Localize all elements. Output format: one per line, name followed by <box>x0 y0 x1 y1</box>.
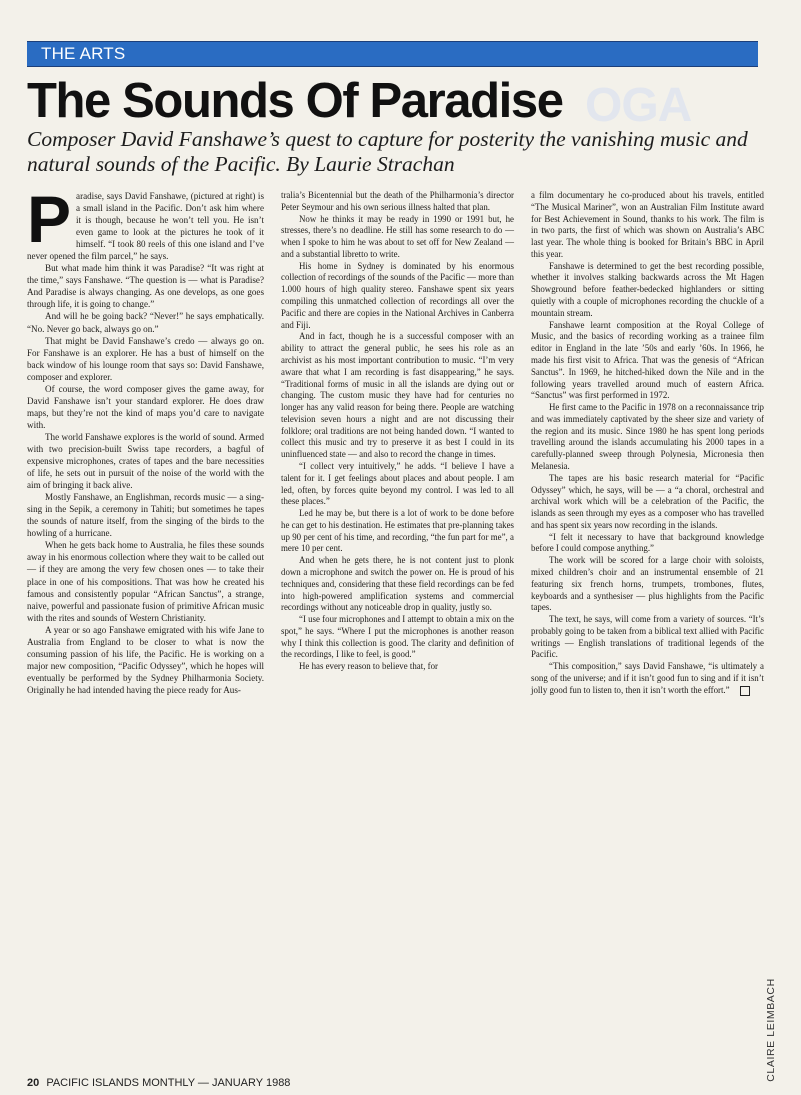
article-dek: Composer David Fanshawe’s quest to capture for posterity the vanishing music and natural sounds of the Pacific. By Laurie Strachan <box>27 127 748 176</box>
article-paragraph: And will he be going back? “Never!” he says emphatically. “No. Never go back, always go on.” <box>27 311 264 334</box>
article-paragraph: The world Fanshawe explores is the world of sound. Armed with two precision-built Swiss tape recorders, a bagful of expensive microphones, crates of tapes and the bare necessities of life, he sets out in pursuit of the noise of the world with the aim of bringing it back alive. <box>27 431 264 491</box>
article-paragraph: “I use four microphones and I attempt to obtain a mix on the spot,” he says. “Where I put the microphones is another reason why I think this collection is good. The clarity and definition of the recordings, I like to feel, is good.” <box>281 614 514 660</box>
article-paragraph: “This composition,” says David Fanshawe, “is ultimately a song of the universe; and if it isn’t good fun to sing and if it isn’t jolly good fun to listen to, then it isn’t worth the effort.” <box>531 661 764 695</box>
article-paragraph: Led he may be, but there is a lot of work to be done before he can get to his destination. He estimates that pre-planning takes up 90 per cent of his time, and recording, “the fun part for me”, a mere 10 per cent. <box>281 508 514 554</box>
article-headline: The Sounds Of Paradise <box>27 74 563 128</box>
section-label: THE ARTS <box>41 44 126 63</box>
drop-cap: P <box>27 182 72 256</box>
article-paragraph: He first came to the Pacific in 1978 on a reconnaissance trip and was immediately captivated by the sheer size and variety of the region and its music. Since 1980 he has spent long periods travelling around the islands accumulating his 2000 tapes in a carefully-planned sweep through Polynesia, Micronesia then Melanesia. <box>531 402 764 471</box>
background-photo-lettering: OGA <box>585 79 692 132</box>
article-paragraph: “I felt it necessary to have that background knowledge before I could compose anything.” <box>531 531 764 554</box>
page-footer <box>27 1077 290 1089</box>
article-paragraph: Fanshawe is determined to get the best recording possible, whether it involves stalking backwards across the Mt Hagen Showground before feather-bedecked highlanders or sitting quietly with a couple of microphones recording the chuckle of a mountain stream. <box>531 260 764 318</box>
section-banner <box>27 41 758 67</box>
article-paragraph: Mostly Fanshawe, an Englishman, records music — a sing-sing in the Sepik, a ceremony in Tahiti; but sometimes he tapes the sounds of nature itself, from the singing of the birds to the howling of a hurricane. <box>27 492 264 539</box>
article-paragraph: tralia’s Bicentennial but the death of the Philharmonia’s director Peter Seymour and his own serious illness halted that plan. <box>281 190 514 212</box>
end-of-article-mark <box>740 686 750 696</box>
article-paragraph: a film documentary he co-produced about his travels, entitled “The Musical Mariner”, won an Australian Film Institute award for Best Achievement in Sound, thanks to his work. The film is in two parts, the first of which was shown on Australia’s ABC last year. The whole thing is booked for Britain’s BBC in April this year. <box>531 190 764 259</box>
article-paragraph: His home in Sydney is dominated by his enormous collection of recordings of the sounds of the Pacific — more than 1.000 hours of high quality stereo. Fanshawe spent six years compiling this unmatched collection of recordings all over the Pacific and there are copies in the National Archives in Canberra and Fiji. <box>281 260 514 330</box>
article-paragraph: “I collect very intuitively,” he adds. “I believe I have a talent for it. I get feelings about places and about people. I am led, often, by forces quite beyond my control. I was led to all these places.” <box>281 460 514 507</box>
article-paragraph: Paradise, says David Fanshawe, (pictured at right) is a small island in the Pacific. Don’t ask him where it is though, because he won’t tell you. He isn’t even game to look at the pictures he took of it himself. “I took 80 reels of this one island and I’ve never opened the film parcel,” he says. <box>27 182 264 262</box>
article-paragraph: And when he gets there, he is not content just to plonk down a microphone and switch the power on. He is proud of his techniques and, considering that these field recordings can be fed into high-powered amplification systems and commercial recordings without any noticeable drop in quality, justly so. <box>281 555 514 613</box>
article-paragraph: When he gets back home to Australia, he files these sounds away in his enormous collection where they wait to be called out — if they are among the very few chosen ones — to take their place in one of his compositions. That was how he created his famous and consistently popular “African Sanctus”, a strange, naive, powerful and passionate fusion of primitive African music with the rites and sounds of Western Christianity. <box>27 540 264 623</box>
article-paragraph: A year or so ago Fanshawe emigrated with his wife Jane to Australia from England to be closer to what is now the consuming passion of his life, the Pacific. He is working on a major new composition, “Pacific Odyssey”, which he hopes will eventually be performed by the Sydney Philharmonia Society. Originally he had intended having the piece ready for Aus- <box>27 624 264 695</box>
article-paragraph: Of course, the word composer gives the game away, for David Fanshawe isn’t your standard explorer. He does draw maps, but they’re not the kind of maps you’d care to navigate with. <box>27 383 264 430</box>
article-paragraph: But what made him think it was Paradise? “It was right at the time,” says Fanshawe. “The question is — what is Paradise? And Paradise is always changing. As one develops, as one goes through life, it is going to change.” <box>27 263 264 310</box>
publication-line: PACIFIC ISLANDS MONTHLY — JANUARY 1988 <box>46 1077 291 1089</box>
article-paragraph: That might be David Fanshawe’s credo — always go on. For Fanshawe is an explorer. He has a bust of himself on the back window of his lounge room that says so: David Fanshawe, composer and explorer. <box>27 335 264 382</box>
article-column-2 <box>281 190 514 715</box>
article-column-1 <box>27 182 264 715</box>
article-paragraph: Now he thinks it may be ready in 1990 or 1991 but, he stresses, there’s no deadline. He still has some research to do — when I spoke to him he was about to set off for New Zealand — and a substantial libretto to write. <box>281 213 514 259</box>
article-paragraph: Fanshawe learnt composition at the Royal College of Music, and the basics of recording working as a trainee film editor in England in the late ’50s and early ’60s. In 1966, he made his first visit to Africa. That was the genesis of “African Sanctus”. In 1969, he hitched-hiked down the Nile and in the following years travelled around much of eastern Africa. “Sanctus” was first performed in 1972. <box>531 319 764 401</box>
photo-credit <box>763 978 779 1082</box>
article-paragraph: He has every reason to believe that, for <box>299 661 438 672</box>
article-paragraph: The tapes are his basic research material for “Pacific Odyssey” which, he says, will be — a “a choral, orchestral and archival work which will be a celebration of the Pacific, the islands as seen through my eyes as a composer who has travelled and has spent six years now recording in the islands. <box>531 472 764 530</box>
article-paragraph: The text, he says, will come from a variety of sources. “It’s probably going to be taken from a biblical text allied with Pacific writings — English translations of traditional legends of the Pacific. <box>531 614 764 660</box>
photo-credit-text: CLAIRE LEIMBACH <box>765 978 777 1082</box>
article-column-3 <box>531 190 764 715</box>
page-number: 20 <box>27 1077 40 1089</box>
article-paragraph: The work will be scored for a large choir with soloists, mixed children’s choir and an instrumental ensemble of 21 featuring six french horns, trumpets, trombones, flutes, keyboards and a synthesiser — plus highlights from the Pacific tapes. <box>531 555 764 613</box>
article-paragraph: And in fact, though he is a successful composer with an ability to attract the general public, he sees his role as an archivist as his most important contribution to music. “I’m very aware that what I am recording is fast disappearing,” he says. “Traditional forms of music in all the islands are dying out or changing. The custom music they have had for centuries no longer has any valid reason for being there. People are watching television seven hours a night and are not discussing their folklore; oral traditions are not being handed down. “I wanted to collect this music and try to preserve it as best I could in its uninfluenced state — and also to record the change in times. <box>281 331 514 460</box>
